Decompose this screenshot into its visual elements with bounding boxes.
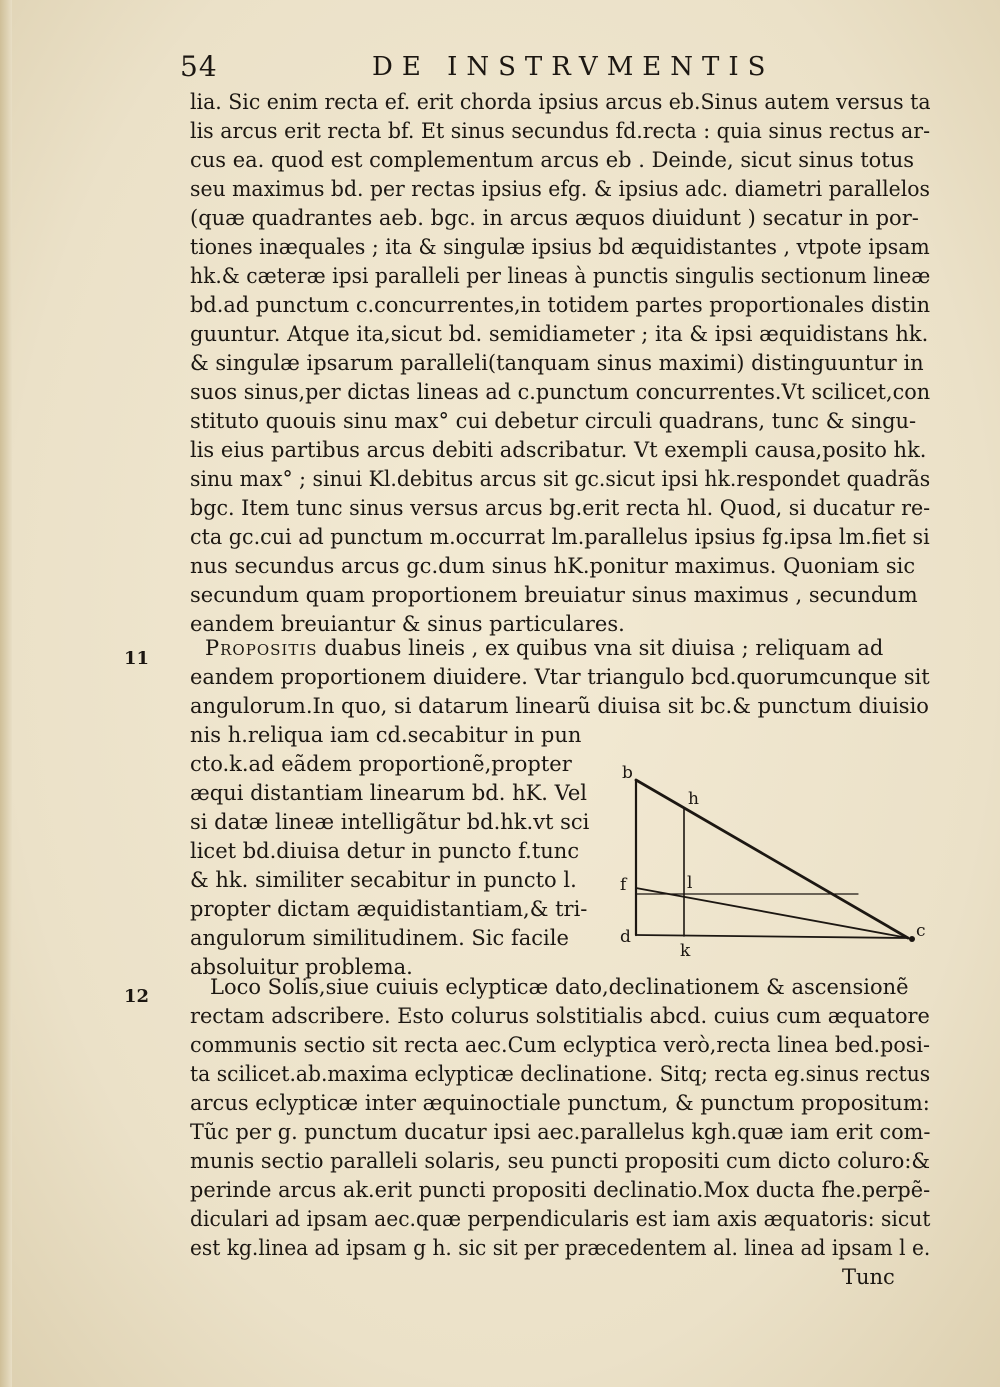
section-line: licet bd.diuisa detur in puncto f.tunc [190,839,580,863]
page-header [0,50,1000,90]
body-line: (quæ quadrantes aeb. bgc. in arcus æquos diuidunt ) secatur in por- [190,206,919,230]
section-line: communis sectio sit recta aec.Cum eclyptica verò,recta linea bed.posi- [190,1033,930,1057]
section-line: arcus eclypticæ inter æquinoctiale punctum, & punctum propositum: [190,1091,930,1115]
body-line: nus secundus arcus gc.dum sinus hK.ponitur maximus. Quoniam sic [190,554,916,578]
label-d: d [620,927,631,947]
body-line: tiones inæquales ; ita & singulæ ipsius bd æquidistantes , vtpote ipsam [190,235,930,259]
running-title: DE INSTRVMENTIS [372,52,775,82]
label-k: k [680,941,691,960]
line-dc [636,935,908,938]
line-bc [636,780,908,938]
section-line: Loco Solis,siue cuiuis eclypticæ dato,declinationem & ascensionẽ [210,975,909,999]
section-line: ta scilicet.ab.maxima eclypticæ declinatione. Sitq; recta eg.sinus rectus [190,1062,931,1086]
section-first-line-text: duabus lineis , ex quibus vna sit diuisa ; reliquam ad [317,636,884,660]
body-line: & singulæ ipsarum paralleli(tanquam sinus maximi) distinguuntur in [190,351,924,375]
section-line: eandem proportionem diuidere. Vtar triangulo bcd.quorumcunque sit [190,665,930,689]
section-line: angulorum.In quo, si datarum linearũ diuisa sit bc.& punctum diuisio [190,694,929,718]
body-line: lis arcus erit recta bf. Et sinus secundus fd.recta : quia sinus rectus ar- [190,119,931,143]
section-line: perinde arcus ak.erit puncti propositi declinatio.Mox ducta fhe.perpẽ- [190,1178,931,1202]
body-line: eandem breuiantur & sinus particulares. [190,612,625,636]
section-line: angulorum similitudinem. Sic facile [190,926,569,950]
section-line: cto.k.ad eãdem proportionẽ,propter [190,752,572,776]
body-line: lis eius partibus arcus debiti adscribatur. Vt exempli causa,posito hk. [190,438,927,462]
body-line: bgc. Item tunc sinus versus arcus bg.erit recta hl. Quod, si ducatur re- [190,496,931,520]
label-c: c [916,921,926,941]
body-line: suos sinus,per dictas lineas ad c.punctum concurrentes.Vt scilicet,con [190,380,931,404]
page-edge [0,0,12,1387]
body-line: stituto quouis sinu max° cui debetur circuli quadrans, tunc & singu- [190,409,917,433]
section-line: & hk. similiter secabitur in puncto l. [190,868,577,892]
body-line: secundum quam proportionem breuiatur sinus maximus , secundum [190,583,918,607]
page-number: 54 [180,50,218,83]
label-l: l [687,873,693,893]
body-line: bd.ad punctum c.concurrentes,in totidem partes proportionales distin [190,293,931,317]
point-c [909,936,915,942]
catchword: Tunc [842,1265,895,1289]
section-line: diculari ad ipsam aec.quæ perpendicularis est iam axis æquatoris: sicut [190,1207,931,1231]
body-line: hk.& cæteræ ipsi paralleli per lineas à punctis singulis sectionum lineæ [190,264,931,288]
label-h: h [688,789,699,809]
body-line: sinu max° ; sinui Kl.debitus arcus sit gc.sicut ipsi hk.respondet quadrãs [190,467,931,491]
label-b: b [622,763,633,783]
body-line: seu maximus bd. per rectas ipsius efg. & ipsius adc. diametri parallelos [190,177,930,201]
body-line: guuntur. Atque ita,sicut bd. semidiameter ; ita & ipsi æquidistans hk. [190,322,929,346]
section-first-line [205,634,883,662]
section-line: nis h.reliqua iam cd.secabitur in pun [190,723,582,747]
section-line: est kg.linea ad ipsam g h. sic sit per præcedentem al. linea ad ipsam l e. [190,1236,931,1260]
section-number: 11 [124,648,150,669]
body-line: lia. Sic enim recta ef. erit chorda ipsius arcus eb.Sinus autem versus ta [190,90,931,114]
body-line: cus ea. quod est complementum arcus eb . Deinde, sicut sinus totus [190,148,915,172]
section-number: 12 [124,986,150,1007]
section-line: æqui distantiam linearum bd. hK. Vel [190,781,588,805]
triangle-diagram [610,760,930,960]
section-lead: Propositis [205,636,318,660]
section-line: si datæ lineæ intelligãtur bd.hk.vt sci [190,810,590,834]
body-line: cta gc.cui ad punctum m.occurrat lm.parallelus ipsius fg.ipsa lm.fiet si [190,525,930,549]
section-line: propter dictam æquidistantiam,& tri- [190,897,588,921]
section-line: absoluitur problema. [190,955,413,979]
section-line: rectam adscribere. Esto colurus solstitialis abcd. cuius cum æquatore [190,1004,930,1028]
section-line: Tũc per g. punctum ducatur ipsi aec.parallelus kgh.quæ iam erit com- [190,1120,931,1144]
section-line: munis sectio paralleli solaris, seu puncti propositi cum dicto coluro:& [190,1149,931,1173]
label-f: f [620,875,627,895]
